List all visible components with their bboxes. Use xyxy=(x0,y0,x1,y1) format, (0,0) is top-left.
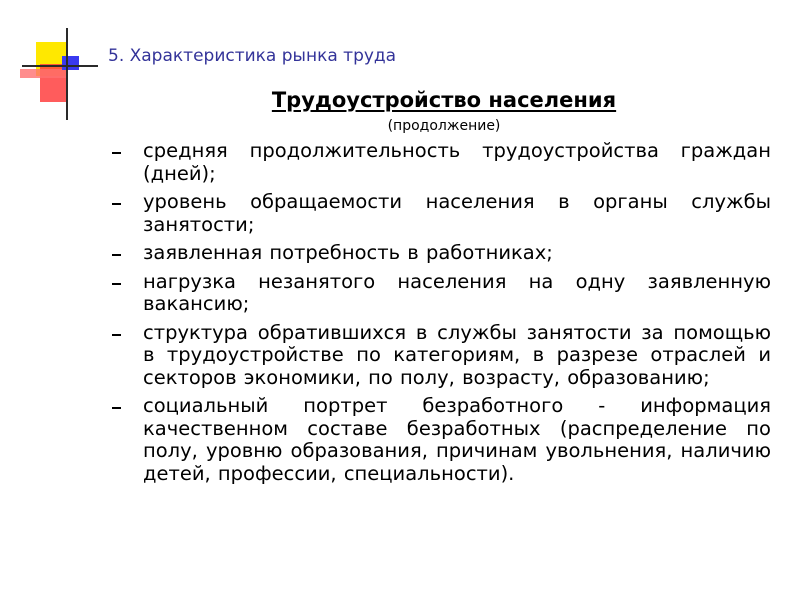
list-item xyxy=(0,140,800,185)
section-heading: Трудоустройство населения xyxy=(271,88,617,112)
bullet-text: структура обратившихся в службы занятости за помощью в трудоустройстве по категориям, в разрезе отраслей и секторов экономики, по полу, возрасту, образованию; xyxy=(143,320,771,389)
dash-bullet-icon xyxy=(112,203,121,205)
dash-bullet-icon xyxy=(112,152,121,154)
bullet-text: средняя продолжительность трудоустройства граждан (дней); xyxy=(143,139,771,185)
list-item xyxy=(0,395,800,485)
list-item xyxy=(0,191,800,236)
dash-bullet-icon xyxy=(112,334,121,336)
bullet-list xyxy=(0,140,800,491)
list-item xyxy=(0,271,800,316)
bullet-text: нагрузка незанятого населения на одну заявленную вакансию; xyxy=(143,269,771,315)
list-item xyxy=(0,242,800,265)
bullet-text: уровень обращаемости населения в органы службы занятости; xyxy=(143,190,771,236)
section-subheading: (продолжение) xyxy=(387,118,501,134)
bullet-text: социальный портрет безработного - информация качественном составе безработных (распределение по полу, уровню образования, причинам увольнения, наличию детей, профессии, специальности). xyxy=(143,394,771,485)
slide-title: 5. Характеристика рынка труда xyxy=(108,46,397,66)
list-item xyxy=(0,322,800,390)
red-bar xyxy=(20,69,66,78)
dash-bullet-icon xyxy=(112,283,121,285)
blue-square xyxy=(62,56,79,70)
dash-bullet-icon xyxy=(112,407,121,409)
dash-bullet-icon xyxy=(112,254,121,256)
bullet-text: заявленная потребность в работниках; xyxy=(143,241,553,264)
